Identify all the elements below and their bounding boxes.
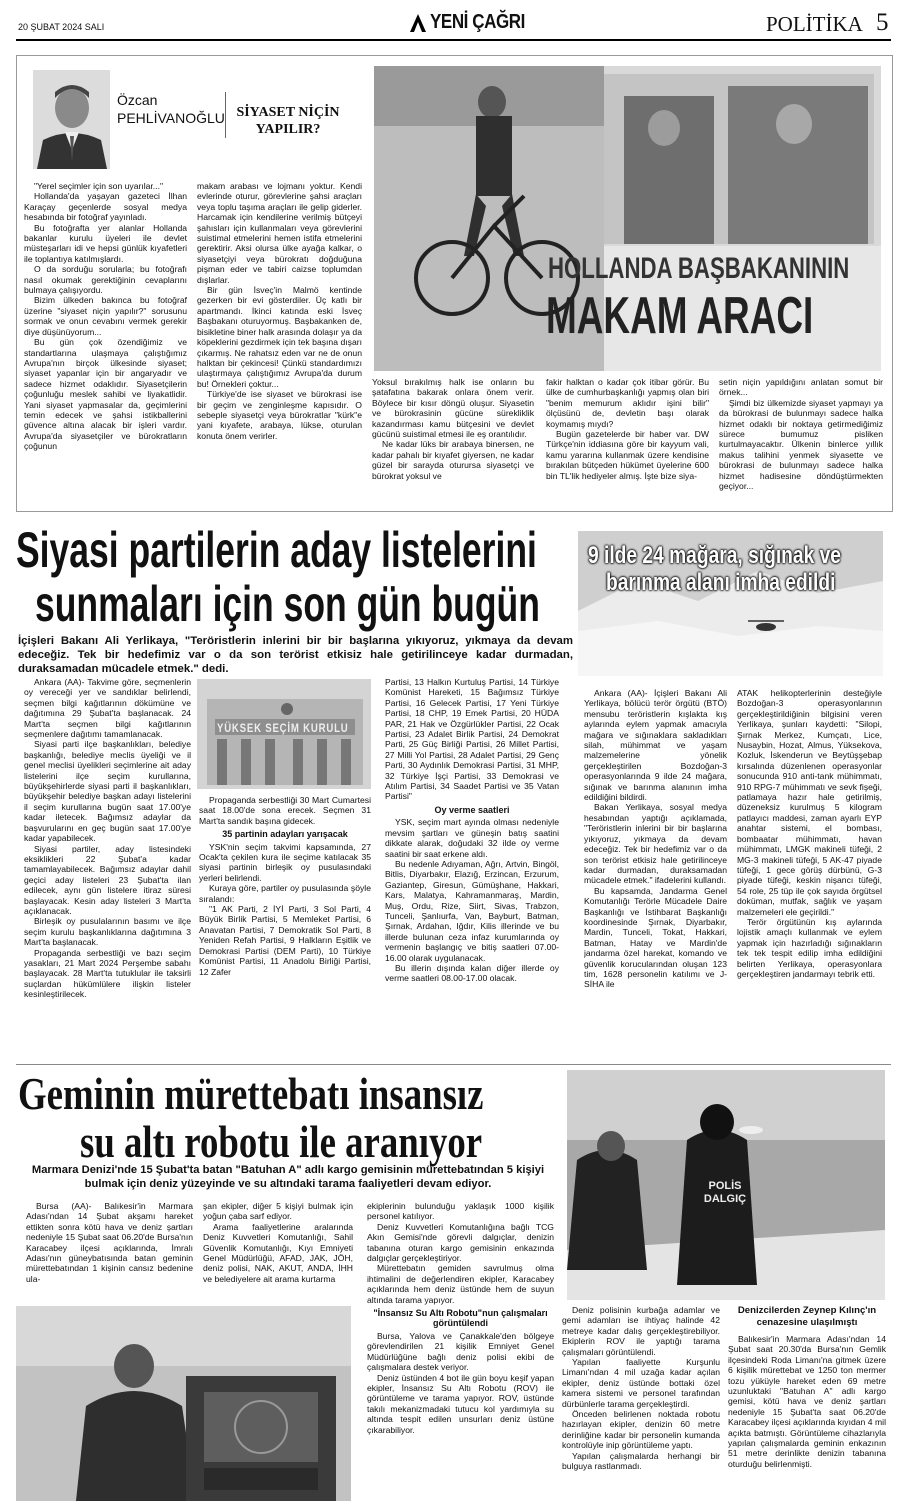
story-divider — [16, 1064, 891, 1065]
police-divers-photo — [567, 1070, 885, 1300]
story3-col1: Bursa (AA)- Balıkesir'in Marmara Adası'ndan 14 Şubat akşamı hareket ettikten sonra kötü hava ve deniz şartları nedeniyle 15 Şubat saat 06.20'de Bursa'nın Karacabey ilçesi açıklarında, İmralı Adası'nın güneybatısında batan geminin mürettebatından 1 kişinin cansız bedenine ula- — [26, 1201, 193, 1284]
story1-subhead-voting-hours: Oy verme saatleri — [434, 804, 510, 815]
story3-deck: Marmara Denizi'nde 15 Şubat'ta batan "Batuhan A" adlı kargo gemisinin mürettebatından 5 kişiyi bulmak için deniz yüzeyinde ve su altındaki tarama faaliyetleri devam ediyor. — [31, 1164, 545, 1190]
masthead-logo — [404, 10, 538, 36]
column-text-col4: fakir halktan o kadar çok itibar görür. Bu ülke de cumhurbaşkanlığı yapmış olan biri "benim memurum aklıdır işini bilir" ölçüsünü de, devletin başı olarak koymamış mıydı? Bugün gazetelerde bir haber var. DW Türkçe'nin iddiasına göre bir kayyum vali, kamu yararına kullanmak üzere kendisine bırakılan bütçeden hükümet üyelerine 600 bin TL'lik hediyeler almış. İşte bize siya- — [546, 377, 709, 481]
story3-col3: ekiplerinin bulunduğu yaklaşık 1000 kişilik personel katılıyor. Deniz Kuvvetleri Komutanlığına bağlı TCG Akın Gemisi'nde görevli dalgıçlar, denizin tabanına oturan kargo gemisinin enkazında dalgıçlar gerçekleştiriyor. Mürettebatın gemiden savrulmuş olma ihtimalini de değerlendiren ekipler, Karacabey açıklarında hem deniz üstünde hem de suyun altında tarama yapıyor. "İnsansız Su Altı Robotu"nun çalışmaları görüntülendi Bursa, Yalova ve Çanakkale'den bölgeye görevlendirilen 21 kişilik Emniyet Genel Müdürlüğüne bağlı deniz polisi ekibi de çalışmalara destek veriyor. Deniz üstünden 4 bot ile gün boyu keşif yapan ekipler, İnsansız Su Altı Robotu (ROV) ile görüntüleme ve tarama yapıyor. ROV, üstünde takılı mekanizmadaki tutucu kol yardımıyla su altında tespit edilen unsurları deniz üstüne çıkarabiliyor. — [367, 1201, 554, 1435]
story2-headline-line1: 9 ilde 24 mağara, sığınak ve — [588, 542, 841, 569]
logo-text: YENİ ÇAĞRI — [430, 11, 525, 33]
ysk-building-photo — [197, 679, 371, 789]
story2-col1: Ankara (AA)- İçişleri Bakanı Ali Yerlikaya, bölücü terör örgütü (BTÖ) mensubu teröristlerin kışlakta kış aylarında eylem yapmak amacıyla mağara ve sığınaklara sakladıkları silah, mühimmat ve yaşam malzemelerine yönelik gerçekleştirilen Bozdoğan-3 operasyonlarında 9 ilde 24 mağara, sığınak ve barınma alanının imha edildiğini bildirdi. Bakan Yerlikaya, sosyal medya hesabından yaptığı açıklamada, "Teröristlerin inlerini bir bir başlarına yıkıyoruz, yıkmaya da devam edeceğiz. Tek bir hedefimiz var o da son terörist etkisiz hale getirilinceye kadar durmadan, duraksamadan mücadele etmek." ifadelerini kullandı. Bu kapsamda, Jandarma Genel Komutanlığı Terörle Mücadele Daire Başkanlığı ve İstihbarat Başkanlığı koordinesinde Şırnak, Diyarbakır, Mardin, Tunceli, Tokat, Hakkari, Batman, Hatay ve Mardin'de jandarma özel harekat, komando ve güvenlik korucularından oluşan 123 tim, 1628 personelin katılımı ve J-SİHA ile — [584, 688, 727, 990]
story2-headline-line2: barınma alanı imha edildi — [606, 569, 836, 596]
ysk-sign-text: YÜKSEK SEÇİM KURULU — [217, 721, 349, 735]
story2-col2: ATAK helikopterlerinin desteğiyle Bozdoğan-3 operasyonlarının gerçekleştirildiğinin bilgisini veren Yerlikaya, şunları kaydetti: "Silopi, Şırnak Merkez, Kumçatı, Lice, Nusaybin, Hozat, Almus, Yüksekova, Kozluk, İskenderun ve Beytüşşebap kırsalında düzenlenen operasyonlar sonucunda 910 anti-tank mühimmatı, 910 RPG-7 mühimmatı ve sevk fişeği, patlamaya hazır hale getirilmiş, düzeneksiz kurulmuş 5 kilogram patlayıcı maddesi, zaman ayarlı EYP anahtar sistemi, el bombası, bombaatar mühimmatı, havan mühimmatı, LMGK makineli tüfeği, 2 MG-3 makineli tüfeği, 5 AK-47 piyade tüfeği, 1 gece görüş dürbünü, G-3 piyade tüfeği, keskin nişancı tüfeği, 54 role, 25 tüp ile çok sayıda örgütsel doküman, mutfak, sağlık ve yaşam malzemeleri ele geçirildi." Terör örgütünün kış aylarında lojistik amaçlı kullanmak ve eylem yapmak için hazırladığı sığınakların tek tek tespit edilip imha edildiğini belirten Yerlikaya, operasyonlara gerçekleştiren jandarmayı tebrik etti. — [737, 688, 882, 979]
column-text-col3: Yoksul bırakılmış halk ise onların bu şatafatına bakarak onlara önem verir. Böylece bir kısır döngü oluşur. Siyasetin ve bürokrasinin gücüne sürekliklik kazandırması kamu bütçesini ve devlet gücünü suistimal etmesi ile eş orantılıdır. Ne kadar lüks bir arabaya binersen, ne kadar pahalı bir kıyafet giyersen, ne kadar güzel bir sarayda oturursa siyasetçi ve bürokrat yoksul ve — [372, 377, 534, 481]
author-photo — [33, 70, 110, 169]
column-text-col5: setin niçin yapıldığını anlatan somut bir örnek... Şimdi biz ülkemizde siyaset yapmayı ya da bürokrasi de bulunmayı sadece halka hizmet odaklı bir noktaya getirmediğimiz sürece bumumuz pisliken kurtulmayacaktır. Ülkenin binlerce yıllık makus talihini yenmek siyasette ve bürokrasi de bulunmayı sadece halka hizmet hadisesine döndüştürmekten geçiyor... — [719, 377, 883, 492]
rov-operator-photo — [16, 1306, 351, 1501]
photo-headline-line1: HOLLANDA BAŞBAKANININ — [548, 252, 850, 285]
story1-headline-line1: Siyasi partilerin aday listelerini — [16, 522, 537, 578]
snow-mountain-photo — [578, 531, 883, 676]
column-text-col1: "Yerel seçimler için son uyarılar..." Hollanda'da yaşayan gazeteci İlhan Karaçay geçenlerde sosyal medya hesabında bir fotoğraf yayınladı. Bu fotoğrafta yer alanlar Hollanda bakanlar kurulu üyeleri ile devlet müsteşarları idi ve hepsi günlük kıyafetleri ile toplantıya katılmışlardı. O da sorduğu sorularla; bu fotoğrafı nasıl okumak gerektiğinin cevaplarını bulmaya çalışıyordu. Bizim ülkeden bakınca bu fotoğraf üzerine "siyaset niçin yapılır?" sorusunu sormak ve onun cevabını vermek gerekir diye düşünüyorum... Bu gün çok özendiğimiz ve standartlarına ulaşmaya çalıştığımız Avrupa'nın birçok ülkesinde siyaset; siyaset yapanlar için bir angaryadır ve sadece hizmet odaklıdır. Siyasetçilerin çoğunluğu meslek sahibi ve liyakatlidir. Yani siyaset yapmasalar da, geçimlerini temin edecek ve şahsi istikballerini güvence altına alacak bir işleri vardır. Avrupa'da siyasetçiler ve bürokratların çoğunun — [24, 181, 187, 452]
rov-monitor-image-icon — [16, 1306, 351, 1501]
column-text-col2: makam arabası ve lojmanı yoktur. Kendi evlerinde oturur, görevlerine şahsi araçları veya toplu taşıma araçları ile gelip giderler. Harcamak için kendilerine verilmiş bütçeyi şahısları için kullanmaları veya görevlerini suistimal etmelerini hemen istifa etmelerini gerektirir. Aksi olursa ülke ayağa kalkar, o siyasetçiyi veya bürokratı doğduğuna pişman eder ve tabiri caizse toplumdan dışlarlar. Bir gün İsveç'in Malmö kentinde gezerken bir evi gösterdiler. Üç katlı bir apartmandı. İkinci katında eski İsveç Başbakanı oturuyormuş. Başbakanken de, bisikletine biner halk arasında dolaşır ya da köpeklerini gezdirmek için tek başına dışarı çıkarmış. Ne rahatsız eden var ne de onun halktan bir çekincesi! Çünkü standardımızı ulaştırmaya çalıştığımız Avrupa'da durum bu! Örnekleri çoktur... Türkiye'de ise siyaset ve bürokrasi ise bir geçim ve zenginleşme kapısıdır. O sebeple siyasetçi veya bürokratlar "kürk"e yani kıyafete, arabaya, lükse, oturulan konuta önem verirler. — [197, 181, 362, 441]
author-last-name: PEHLİVANOĞLU — [117, 110, 225, 126]
column-title: SİYASET NİÇİN YAPILIR? — [236, 105, 340, 137]
story3-subhead-rov: "İnsansız Su Altı Robotu"nun çalışmaları görüntülendi — [373, 1308, 548, 1329]
photo-headline-line2: MAKAM ARACI — [546, 287, 814, 345]
author-portrait-icon — [33, 70, 110, 169]
story3-headline-line1: Geminin mürettebatı insansız — [18, 1068, 484, 1119]
author-divider — [225, 92, 226, 138]
story3-sidebar-text: Balıkesir'in Marmara Adası'ndan 14 Şubat saat 20.30'da Bursa'nın Gemlik ilçesindeki Roda Limanı'na gitmek üzere 6 kişilik mürettebat ve 1250 ton mermer tozu yüküyle hareket eden 69 metre uzunluktaki "Batuhan A" adlı kargo gemisi, kötü hava ve deniz şartları nedeniyle 15 Şubat'ta saat 06.20'de Karacabey ilçesi açıklarında kıyıdan 4 mil açıkta batmıştı. Görüntüleme cihazlarıyla yapılan çalışmalarda geminin enkazının 51 metre derinlikte denizin tabanına oturduğu belirlenmişti. — [728, 1334, 886, 1469]
story3-sidebar-title: Denizcilerden Zeynep Kılınç'ın cenazesine ulaşılmıştı — [737, 1305, 877, 1328]
story1-headline-line2: sunmaları için son gün bugün — [35, 576, 540, 632]
story1-subhead-parties: 35 partinin adayları yarışacak — [222, 829, 348, 840]
section-title: POLİTİKA — [766, 12, 863, 36]
story1-deck: İçişleri Bakanı Ali Yerlikaya, "Teröristlerin inlerini bir bir başlarına yıkıyoruz, yıkmaya da devam edeceğiz. Tek bir hedefimiz var o da son terörist etkisiz hale getirilinceye kadar durmadan, duraksamadan mücadele etmek." dedi. — [18, 635, 573, 675]
story3-col4: Deniz polisinin kurbağa adamlar ve gemi adamları ise ihtiyaç halinde 42 metreye kadar dalış gerçekleştirebiliyor. Ekiplerin ROV ile yaptığı tarama çalışmaları görüntülendi. Yapılan faaliyette Kurşunlu Limanı'ndan 4 mil uzağa kadar açılan ekipler, deniz üstünde bottaki özel kamera sistemi ve personel tarafından dürbünlerle tarama gerçekleştirdi. Önceden belirlenen noktada robotu hazırlayan ekipler, denizin 60 metre derinliğine kadar bir personelin kumanda kontrolüyle inip görüntüleme yaptı. Yapılan çalışmalarda herhangi bir bulguya rastlanmadı. — [562, 1305, 720, 1472]
story3-col2: şan ekipler, diğer 5 kişiyi bulmak için yoğun çaba sarf ediyor. Arama faaliyetlerine aralarında Deniz Kuvvetleri Komutanlığı, Sahil Güvenlik Komutanlığı, Kıyı Emniyeti Genel Müdürlüğü, AFAD, JAK, JÖH, deniz polisi, NAK, AKUT, ANDA, İHH ve belediyelere ait arama kurtarma — [203, 1201, 353, 1284]
cycling-pm-photo — [374, 66, 881, 371]
police-vest-text: POLİS DALGIÇ — [703, 1180, 747, 1205]
issue-date: 20 ŞUBAT 2024 SALI — [18, 22, 105, 32]
author-first-name: Özcan — [117, 92, 158, 108]
story1-col1: Ankara (AA)- Takvime göre, seçmenlerin oy vereceği yer ve sandıklar belirlendi, seçmen bilgi kağıtlarının dökümüne ve dağıtımına 29 Şubat'ta başlanacak. 24 Mart'ta seçmen bilgi kağıtlarının seçmenlere dağıtımı tamamlanacak. Siyasi parti ilçe başkanlıkları, belediye başkanlığı, belediye meclis üyeliği ve il genel meclisi üyelikleri seçimlerine ait aday listelerini ilçe seçim kurullarına, büyükşehirlerde siyasi parti il başkanlıkları, büyükşehir belediye başkan adayı listelerini il seçim kurullarına bugün saat 17.00'ye kadar iletecek. Bağımsız adaylar da başvurularını en geç bugün saat 17.00'ye kadar yapabilecek. Siyasi partiler, aday listesindeki eksiklikleri 22 Şubat'a kadar tamamlayabilecek. Bağımsız adaylar dahil geçici aday listeleri 23 Şubat'ta ilan edilecek, aynı gün listelere itiraz süresi başlayacak. Kesin aday listeleri 3 Mart'ta açıklanacak. Birleşik oy pusulalarının basımı ve ilçe seçim kurulu başkanlıklarına dağıtımına 3 Mart'ta başlanacak. Propaganda serbestliği ve bazı seçim yasakları, 21 Mart 2024 Perşembe sabahı başlayacak. 28 Mart'ta tutuklular ile taksirli suçlardan hükümlülere ilişkin listeler kesinleştirilecek. — [24, 677, 191, 1000]
story3-headline-line2: su altı robotu ile aranıyor — [80, 1116, 483, 1167]
header-rule — [16, 39, 891, 41]
page-number: 5 — [876, 9, 889, 36]
story1-col2: Propaganda serbestliği 30 Mart Cumartesi saat 18.00'de sona erecek. Seçmen 31 Mart'ta sandık başına gidecek. 35 partinin adayları yarışacak YSK'nin seçim takvimi kapsamında, 27 Ocak'ta çekilen kura ile seçime katılacak 35 siyasi partinin birleşik oy pusulasındaki yerleri belirlendi. Kuraya göre, partiler oy pusulasında şöyle sıralandı: "1 AK Parti, 2 İYİ Parti, 3 Sol Parti, 4 Büyük Birlik Partisi, 5 Memleket Partisi, 6 Anavatan Partisi, 7 Demokratik Sol Parti, 8 Yeniden Refah Partisi, 9 Halkların Eşitlik ve Demokrasi Partisi (DEM Parti), 10 Türkiye Komünist Partisi, 11 Anadolu Birliği Partisi, 12 Zafer — [199, 795, 371, 977]
story1-col3: Partisi, 13 Halkın Kurtuluş Partisi, 14 Türkiye Komünist Hareketi, 15 Bağımsız Türkiye Partisi, 16 Gelecek Partisi, 17 Yeni Türkiye Partisi, 18 CHP, 19 Emek Partisi, 20 HÜDA PAR, 21 Hak ve Özgürlükler Partisi, 22 Ocak Partisi, 23 Adalet Birlik Partisi, 24 Demokrat Parti, 25 Güç Birliği Partisi, 26 Millet Partisi, 27 Milli Yol Partisi, 28 Adalet Partisi, 29 Genç Parti, 30 Aydınlık Demokrasi Partisi, 31 MHP, 32 Türkiye İşçi Partisi, 33 Demokrasi ve Atılım Partisi, 34 Saadet Partisi ve 35 Vatan Partisi" Oy verme saatleri YSK, seçim mart ayında olması nedeniyle mevsim şartları ve güneşin batış saatini dikkate alarak, doğudaki 32 ilde oy verme saatini bir saat erkene aldı. Bu nedenle Adıyaman, Ağrı, Artvin, Bingöl, Bitlis, Diyarbakır, Elazığ, Erzincan, Erzurum, Gaziantep, Giresun, Gümüşhane, Hakkari, Kars, Malatya, Kahramanmaraş, Mardin, Muş, Ordu, Rize, Siirt, Sivas, Trabzon, Tunceli, Şanlıurfa, Van, Bayburt, Batman, Şırnak, Ardahan, Iğdır, Kilis illerinde ve bu illerde bulunan ceza infaz kurumlarında oy vermenin başlangıç ve bitiş saatleri 07.00-16.00 olarak uygulanacak. Bu illerin dışında kalan diğer illerde oy verme saatleri 08.00-17.00 olacak. — [385, 677, 559, 984]
